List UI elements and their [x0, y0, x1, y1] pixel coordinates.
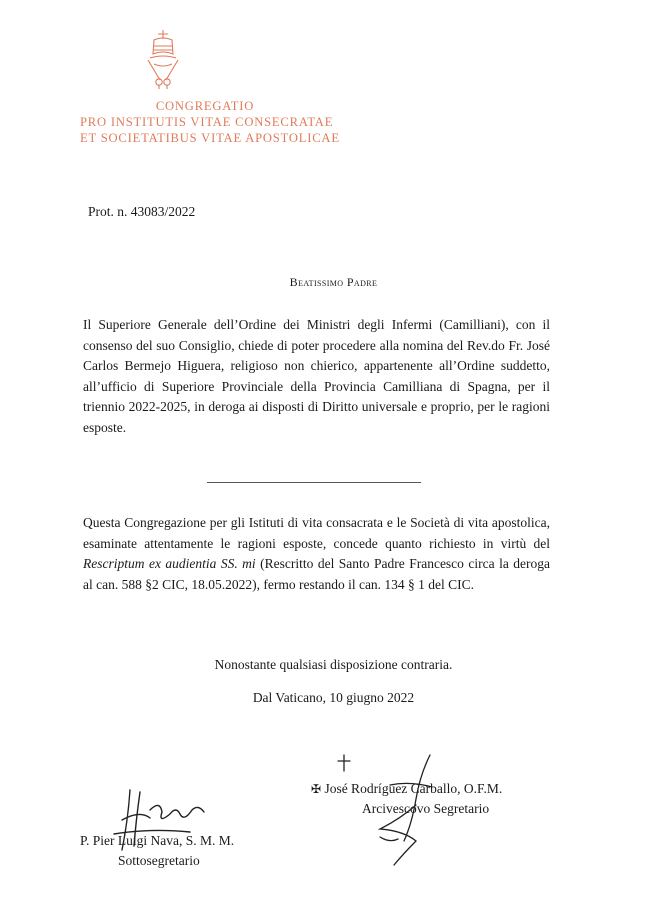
letterhead-line-3: ET SOCIETATIBUS VITAE APOSTOLICAE	[80, 131, 340, 145]
papal-crest-icon	[140, 30, 186, 90]
undersecretary-role: Sottosegretario	[118, 853, 200, 868]
protocol-number: Prot. n. 43083/2022	[88, 204, 196, 219]
letterhead-line-2: PRO INSTITUTIS VITAE CONSECRATAE	[80, 115, 334, 129]
congregation-letterhead	[80, 98, 340, 146]
secretary-name: José Rodríguez Carballo, O.F.M.	[324, 781, 503, 796]
petition-paragraph: Il Superiore Generale dell’Ordine dei Ministri degli Infermi (Camilliani), con il consenso del suo Consiglio, chiede di poter procedere alla nomina del Rev.do Fr. José Carlos Bermejo Higuera, religioso non chierico, appartenente all’Ordine suddetto, all’ufficio di Superiore Provinciale della Provincia Camilliana di Spagna, per il triennio 2022-2025, in deroga ai disposti di Diritto universale e proprio, per le ragioni esposte.	[83, 317, 550, 435]
bishop-cross-icon: ✠	[311, 782, 322, 796]
closing-clause: Nonostante qualsiasi disposizione contraria.	[214, 657, 453, 672]
salutation	[0, 275, 667, 290]
decision-text-1: Questa Congregazione per gli Istituti di vita consacrata e le Società di vita apostolica, esaminate attentamente le ragioni esposte, concede quanto richiesto in virtù del	[83, 515, 550, 551]
decision-text-2: (Rescritto del Santo Padre Francesco circa la deroga al can. 588 §2 CIC, 18.05.2022), fermo restando il can. 134 § 1 del CIC.	[83, 556, 551, 592]
rescriptum-italic: Rescriptum ex audientia SS. mi	[83, 556, 256, 571]
signature-block-undersecretary	[80, 831, 234, 871]
salutation-text: Beatissimo Padre	[289, 275, 378, 289]
letterhead-line-1: CONGREGATIO	[155, 99, 255, 113]
undersecretary-name: P. Pier Luigi Nava, S. M. M.	[80, 833, 235, 848]
signature-block-secretary	[311, 779, 502, 819]
separator-line	[207, 482, 421, 483]
secretary-role: Arcivescovo Segretario	[362, 801, 490, 816]
decision-paragraph	[83, 513, 550, 595]
place-date: Dal Vaticano, 10 giugno 2022	[252, 690, 415, 705]
